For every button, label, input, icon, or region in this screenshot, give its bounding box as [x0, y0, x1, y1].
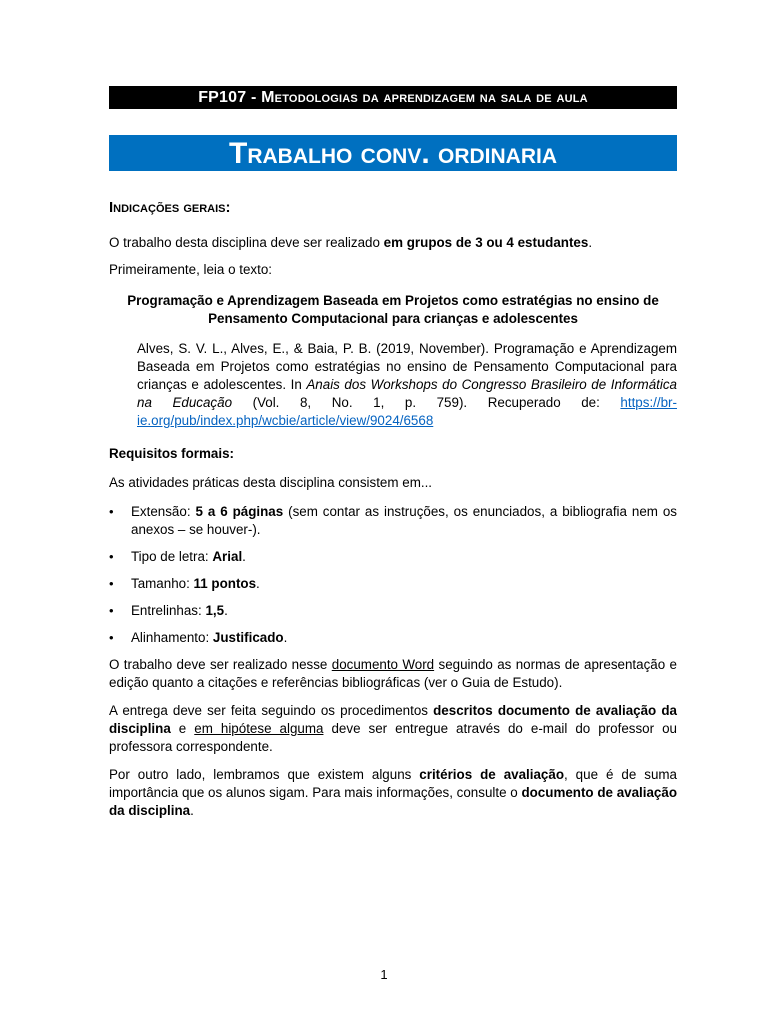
item-suffix: .: [283, 630, 288, 645]
word-document-link[interactable]: documento Word: [331, 657, 435, 672]
list-item: [109, 548, 677, 566]
page-content: [109, 86, 677, 820]
reference-details: (Vol. 8, No. 1, p. 759). Recuperado de:: [232, 395, 621, 410]
requirements-intro: As atividades práticas desta disciplina consistem em...: [109, 475, 433, 490]
general-heading: Indicações gerais:: [109, 199, 231, 216]
item-label: Extensão:: [131, 504, 196, 519]
reading-title: Programação e Aprendizagem Baseada em Projetos como estratégias no ensino de Pensamento Computacional para crianças e adolescentes: [127, 293, 659, 326]
reference-link[interactable]: https://br-ie.org/pub/index.php/wcbie/article/view/9024/6568: [137, 395, 677, 428]
document-title: Trabalho conv. ordinaria: [229, 137, 557, 170]
delivery-bold: descritos documento de avaliação da disciplina: [109, 703, 677, 736]
item-value: Justificado: [212, 630, 284, 645]
reference-authors: Alves, S. V. L., Alves, E., & Baia, P. B. (2019, November). Programação e Aprendizagem Baseada em Projetos como estratégias no ensino de Pensamento Computacional para crianças e adolescentes. In: [137, 341, 677, 392]
format-text-end: seguindo as normas de apresentação e edição quanto a citações e referências bibliográficas (ver o Guia de Estudo).: [109, 657, 677, 690]
criteria-document: documento de avaliação da disciplina: [109, 785, 678, 818]
list-item: [109, 575, 677, 593]
bullet-icon: •: [109, 603, 114, 618]
item-value: 5 a 6 páginas: [195, 504, 284, 519]
list-item: [109, 602, 677, 620]
page-number: 1: [380, 967, 388, 982]
bibliographic-reference: [137, 340, 677, 430]
intro-end: .: [588, 235, 593, 250]
course-title: FP107 - Metodologias da aprendizagem na sala de aula: [198, 89, 588, 106]
group-size: em grupos de 3 ou 4 estudantes: [383, 235, 589, 250]
list-item: [109, 629, 677, 647]
delivery-underline: em hipótese alguma: [194, 721, 324, 736]
item-suffix: .: [242, 549, 246, 564]
delivery-connector: e: [170, 721, 195, 736]
format-paragraph: [109, 656, 677, 692]
bullet-icon: •: [109, 630, 114, 645]
format-text: O trabalho deve ser realizado nesse: [109, 657, 332, 672]
item-value: 11 pontos: [193, 576, 257, 591]
requirements-heading: Requisitos formais:: [109, 446, 235, 461]
criteria-paragraph: [109, 766, 677, 820]
criteria-bold: critérios de avaliação: [419, 767, 564, 782]
bullet-icon: •: [109, 576, 114, 591]
list-item: [109, 503, 677, 539]
document-title-bar: [109, 135, 677, 171]
intro-paragraph: [109, 234, 677, 252]
criteria-middle: , que é de suma importância que os alunos sigam. Para mais informações, consulte o: [109, 767, 677, 800]
item-value: Arial: [212, 549, 243, 564]
criteria-text: Por outro lado, lembramos que existem alguns: [109, 767, 420, 782]
bullet-icon: •: [109, 504, 114, 519]
intro-text: O trabalho desta disciplina deve ser realizado: [109, 235, 384, 250]
bullet-icon: •: [109, 549, 114, 564]
item-label: Tipo de letra:: [131, 549, 213, 564]
delivery-paragraph: [109, 702, 677, 756]
requirements-list: [109, 503, 677, 647]
criteria-end: .: [190, 803, 194, 818]
read-instruction: Primeiramente, leia o texto:: [109, 262, 272, 277]
item-label: Tamanho:: [131, 576, 194, 591]
item-value: 1,5: [205, 603, 225, 618]
reference-journal: Anais dos Workshops do Congresso Brasileiro de Informática na Educação: [137, 377, 677, 410]
item-suffix: (sem contar as instruções, os enunciados, a bibliografia nem os anexos – se houver-).: [131, 504, 677, 537]
item-label: Entrelinhas:: [131, 603, 206, 618]
delivery-text-end: deve ser entregue através do e-mail do professor ou professora correspondente.: [109, 721, 678, 754]
course-title-bar: [109, 86, 677, 109]
item-suffix: .: [256, 576, 260, 591]
item-label: Alinhamento:: [131, 630, 213, 645]
delivery-text: A entrega deve ser feita seguindo os procedimentos: [109, 703, 434, 718]
item-suffix: .: [224, 603, 228, 618]
